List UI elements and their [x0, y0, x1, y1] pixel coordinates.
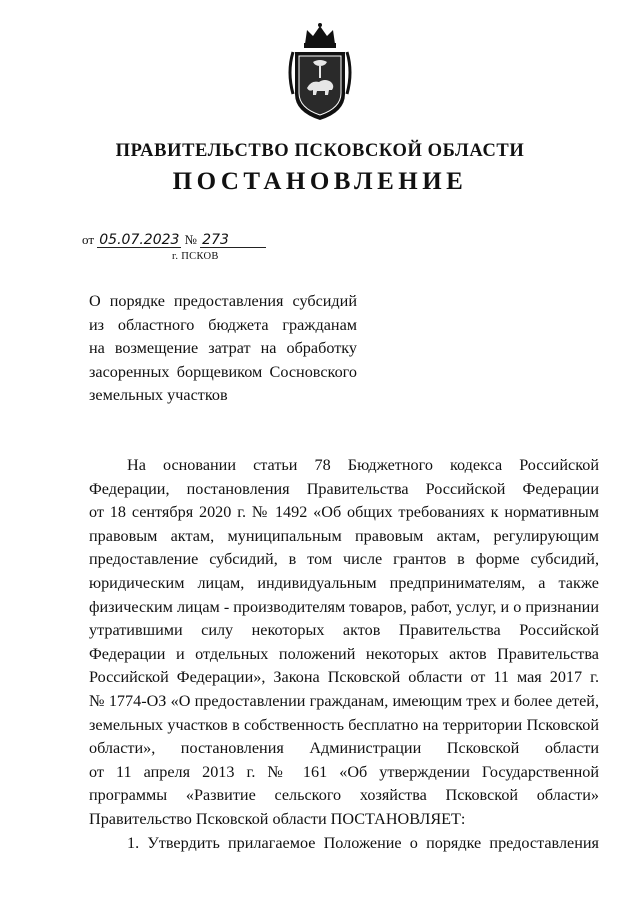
document-body — [89, 454, 599, 855]
body-line: от 11 апреля 2013 г. № 161 «Об утверждении Государственной — [89, 762, 599, 781]
body-line: правовым актам, муниципальным правовым актам, регулирующим — [89, 526, 599, 545]
government-title: ПРАВИТЕЛЬСТВО ПСКОВСКОЙ ОБЛАСТИ — [115, 141, 525, 161]
document-meta — [82, 232, 266, 248]
subject-line: О порядке предоставления субсидий — [89, 292, 357, 310]
body-line: № 1774-ОЗ «О предоставлении гражданам, имеющим трех и более детей, — [89, 691, 599, 710]
document-number: 273 — [200, 233, 266, 248]
body-line: предоставление субсидий, в том числе грантов в форме субсидий, — [89, 550, 599, 569]
subject-line: из областного бюджета гражданам — [89, 315, 357, 334]
document-date: 05.07.2023 — [99, 232, 180, 248]
document-type: ПОСТАНОВЛЕНИЕ — [172, 168, 468, 195]
body-line: утратившими силу некоторых актов Правительства Российской — [89, 621, 599, 640]
document-subject — [89, 290, 357, 408]
subject-line: на возмещение затрат на обработку — [89, 339, 357, 358]
body-line: Российской Федерации», Закона Псковской области от 11 мая 2017 г. — [89, 668, 599, 687]
document-city: г. ПСКОВ — [172, 251, 219, 262]
subject-line: земельных участков — [89, 386, 228, 405]
coat-of-arms-icon — [285, 22, 355, 122]
body-line: юридическим лицам, индивидуальным предпринимателям, а также — [89, 573, 599, 592]
subject-line: засоренных борщевиком Сосновского — [89, 362, 357, 381]
body-line: Федерации, постановления Правительства Российской Федерации — [89, 479, 599, 498]
body-line: Федерации и отдельных положений некоторых актов Правительства — [89, 644, 599, 663]
date-prefix: от — [82, 232, 95, 247]
body-line: земельных участков в собственность бесплатно на территории Псковской — [89, 715, 599, 734]
body-line: программы «Развитие сельского хозяйства Псковской области» — [89, 786, 599, 805]
body-line: от 18 сентября 2020 г. № 1492 «Об общих требованиях к нормативным — [89, 503, 599, 522]
body-line: физическим лицам - производителям товаров, работ, услуг, и о признании — [89, 597, 599, 616]
body-line: области», постановления Администрации Псковской области — [89, 739, 599, 758]
body-line: 1. Утвердить прилагаемое Положение о порядке предоставления — [127, 833, 599, 852]
body-line: На основании статьи 78 Бюджетного кодекса Российской — [127, 456, 599, 474]
number-prefix: № — [184, 232, 197, 247]
body-line: Правительство Псковской области ПОСТАНОВЛЯЕТ: — [89, 809, 466, 828]
